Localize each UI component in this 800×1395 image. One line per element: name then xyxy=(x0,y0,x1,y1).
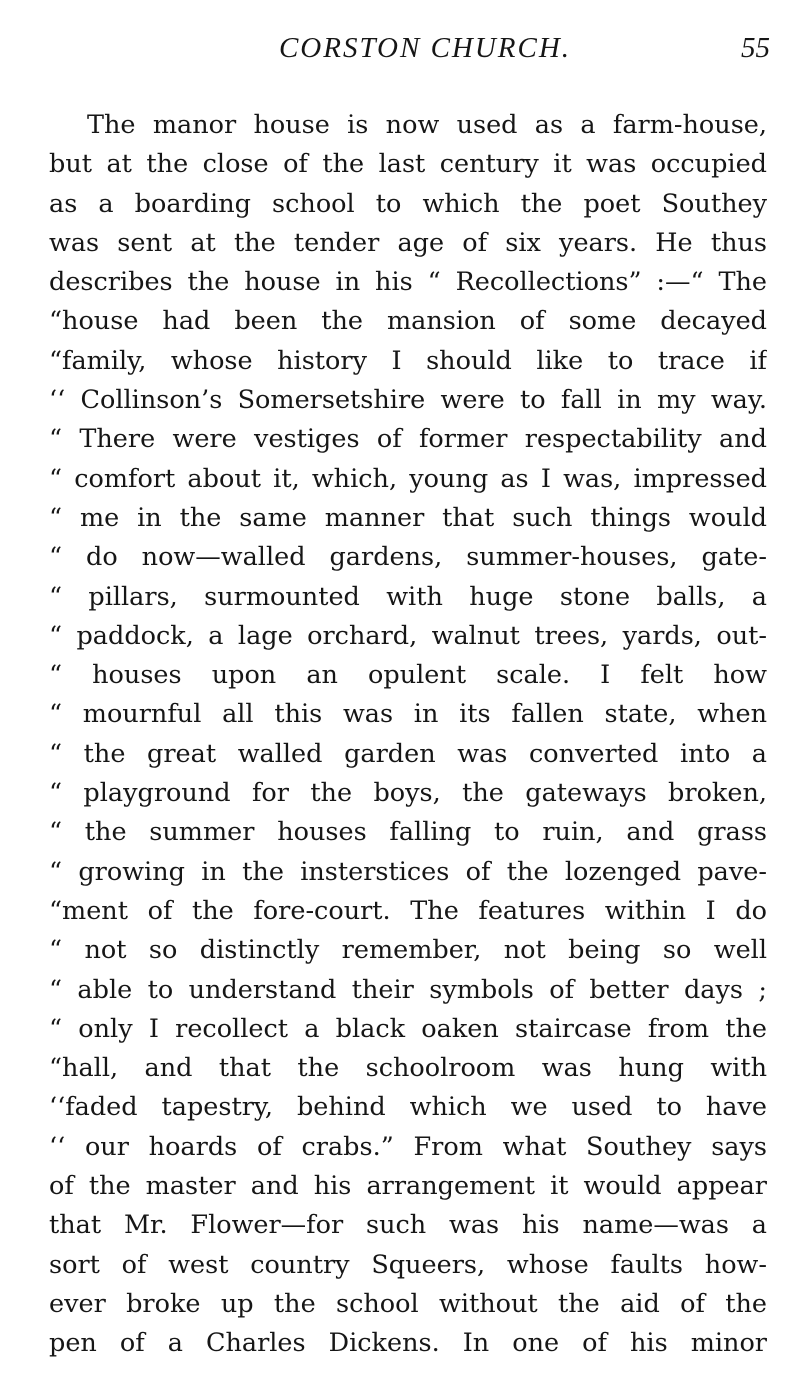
page-number: 55 xyxy=(741,32,770,64)
text-line: that Mr. Flower—for such was his name—was a xyxy=(49,1210,767,1241)
text-line: “ only I recollect a black oaken staircase from the xyxy=(49,1013,767,1044)
text-line: ‘‘ our hoards of crabs.” From what Southey says xyxy=(49,1131,767,1162)
text-line: “ playground for the boys, the gateways broken, xyxy=(49,778,767,809)
text-line: as a boarding school to which the poet Southey xyxy=(49,188,767,219)
text-line: “ growing in the insterstices of the lozenged pave- xyxy=(49,856,767,887)
text-line: pen of a Charles Dickens. In one of his minor xyxy=(49,1328,767,1359)
text-line: ‘‘ Collinson’s Somersetshire were to fall in my way. xyxy=(49,385,767,416)
text-line: “hall, and that the schoolroom was hung with xyxy=(49,1053,767,1084)
text-line: “ There were vestiges of former respectability and xyxy=(49,424,767,455)
text-line: “ me in the same manner that such things would xyxy=(49,502,767,533)
running-head xyxy=(40,28,770,68)
text-line: of the master and his arrangement it would appear xyxy=(49,1171,767,1202)
text-line: was sent at the tender age of six years. He thus xyxy=(49,227,767,258)
text-line: “ paddock, a lage orchard, walnut trees, yards, out- xyxy=(49,620,767,651)
text-line: The manor house is now used as a farm-house, xyxy=(87,110,767,140)
text-line: ‘‘faded tapestry, behind which we used to have xyxy=(49,1092,767,1123)
text-line: “ mournful all this was in its fallen state, when xyxy=(49,699,767,730)
text-line: “ the great walled garden was converted into a xyxy=(49,738,767,769)
text-line: “ pillars, surmounted with huge stone balls, a xyxy=(49,581,767,612)
text-line: “ comfort about it, which, young as I was, impressed xyxy=(49,463,767,494)
text-line: “ment of the fore-court. The features within I do xyxy=(49,895,767,926)
text-line: but at the close of the last century it was occupied xyxy=(49,149,767,180)
text-line: ever broke up the school without the aid of the xyxy=(49,1288,767,1319)
text-line: “ not so distinctly remember, not being so well xyxy=(49,935,767,966)
text-line: “house had been the mansion of some decayed xyxy=(49,306,767,337)
text-line: “ do now—walled gardens, summer-houses, gate- xyxy=(49,542,767,573)
body-text xyxy=(49,106,767,1364)
text-line: “ able to understand their symbols of better days ; xyxy=(49,974,767,1005)
text-line: describes the house in his “ Recollections” :—“ The xyxy=(49,267,767,298)
running-title: CORSTON CHURCH. xyxy=(278,32,572,64)
text-line: “ houses upon an opulent scale. I felt how xyxy=(49,660,767,691)
text-line: “ the summer houses falling to ruin, and grass xyxy=(49,817,767,848)
text-line: sort of west country Squeers, whose faults how- xyxy=(49,1249,767,1280)
text-line: “family, whose history I should like to trace if xyxy=(49,345,767,376)
